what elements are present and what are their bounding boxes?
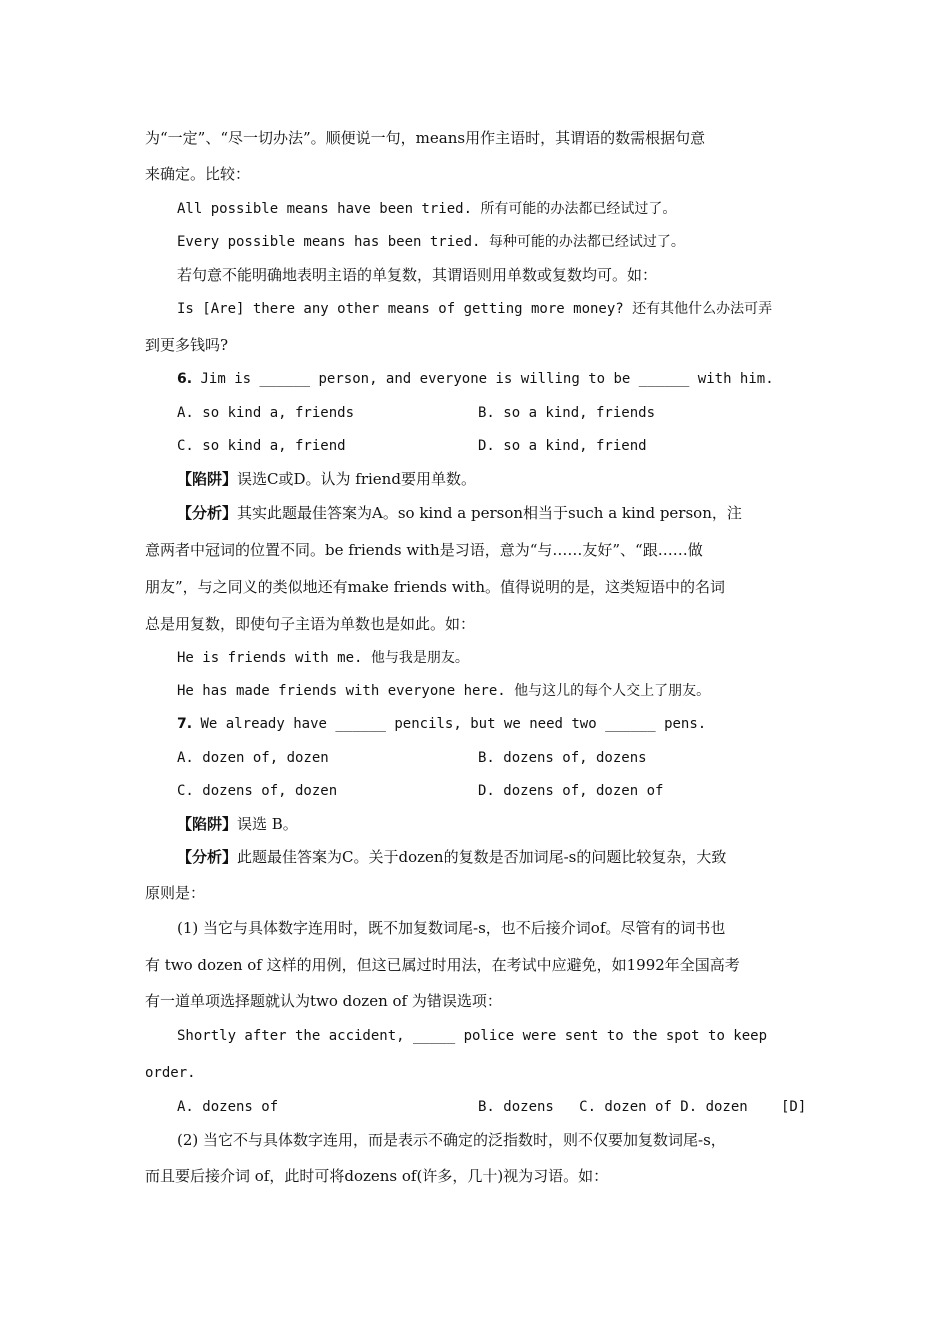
option-d: D. dozens of, dozen of	[478, 783, 664, 799]
analysis-text: 此题最佳答案为C。关于dozen的复数是否加词尾-s的问题比较复杂，大致	[237, 848, 727, 866]
trap-text: 误选C或D。认为 friend要用单数。	[237, 470, 476, 488]
question-number: 6.	[177, 371, 193, 387]
option-d: D. so a kind, friend	[478, 438, 647, 454]
rule-line: 有 two dozen of 这样的用例，但这已属过时用法，在考试中应避免，如1992年全国高考	[145, 956, 740, 974]
paragraph-line: 为“一定”、“尽一切办法”。顺便说一句，means用作主语时，其谓语的数需根据句意	[145, 129, 706, 147]
rule-line: (1) 当它与具体数字连用时，既不加复数词尾-s，也不后接介词of。尽管有的词书也	[177, 919, 726, 937]
rule-line: (2) 当它不与具体数字连用，而是表示不确定的泛指数时，则不仅要加复数词尾-s，	[177, 1131, 726, 1149]
analysis-line: 总是用复数，即使句子主语为单数也是如此。如：	[145, 615, 476, 633]
question-6-stem	[177, 369, 774, 389]
trap-note	[177, 469, 476, 489]
example-option-a: A. dozens of	[177, 1099, 279, 1115]
option-b: B. dozens of, dozens	[478, 750, 647, 766]
trap-label: 【陷阱】	[177, 470, 238, 488]
example-sentence: Is [Are] there any other means of getting more money? 还有其他什么办法可弄	[177, 301, 773, 317]
analysis-line: 原则是：	[145, 884, 206, 902]
option-c: C. so kind a, friend	[177, 438, 346, 454]
option-c: C. dozens of, dozen	[177, 783, 338, 799]
example-sentence: All possible means have been tried. 所有可能的办法都已经试过了。	[177, 201, 677, 217]
rule-line: 有一道单项选择题就认为two dozen of 为错误选项：	[145, 992, 502, 1010]
analysis-line	[177, 503, 742, 523]
trap-text: 误选 B。	[237, 815, 298, 833]
example-options: B. dozens C. dozen of D. dozen	[478, 1099, 748, 1115]
analysis-label: 【分析】	[177, 504, 238, 522]
example-answer: [D]	[781, 1099, 807, 1115]
paragraph-line: 来确定。比较：	[145, 165, 251, 183]
option-a: A. dozen of, dozen	[177, 750, 329, 766]
question-text: Jim is ______ person, and everyone is willing to be ______ with him.	[192, 371, 774, 387]
option-b: B. so a kind, friends	[478, 405, 656, 421]
analysis-label: 【分析】	[177, 848, 238, 866]
example-question: Shortly after the accident, _____ police were sent to the spot to keep	[177, 1028, 768, 1044]
analysis-line	[177, 847, 726, 867]
trap-label: 【陷阱】	[177, 815, 238, 833]
paragraph-line: 到更多钱吗?	[145, 336, 229, 354]
example-sentence: He is friends with me. 他与我是朋友。	[177, 650, 469, 666]
example-sentence: He has made friends with everyone here. 他与这儿的每个人交上了朋友。	[177, 683, 711, 699]
question-number: 7.	[177, 716, 193, 732]
paragraph-line: 若句意不能明确地表明主语的单复数，其谓语则用单数或复数均可。如：	[177, 266, 658, 284]
analysis-text: 其实此题最佳答案为A。so kind a person相当于such a kind person，注	[237, 504, 742, 522]
trap-note	[177, 814, 298, 834]
option-a: A. so kind a, friends	[177, 405, 355, 421]
question-text: We already have ______ pencils, but we need two ______ pens.	[192, 716, 707, 732]
rule-line: 而且要后接介词 of，此时可将dozens of(许多，几十)视为习语。如：	[145, 1167, 609, 1185]
example-sentence: Every possible means has been tried. 每种可能的办法都已经试过了。	[177, 234, 685, 250]
question-7-stem	[177, 714, 706, 734]
analysis-line: 意两者中冠词的位置不同。be friends with是习语，意为“与……友好”、“跟……做	[145, 541, 703, 559]
example-question: order.	[145, 1065, 196, 1081]
analysis-line: 朋友”，与之同义的类似地还有make friends with。值得说明的是，这类短语中的名词	[145, 578, 726, 596]
